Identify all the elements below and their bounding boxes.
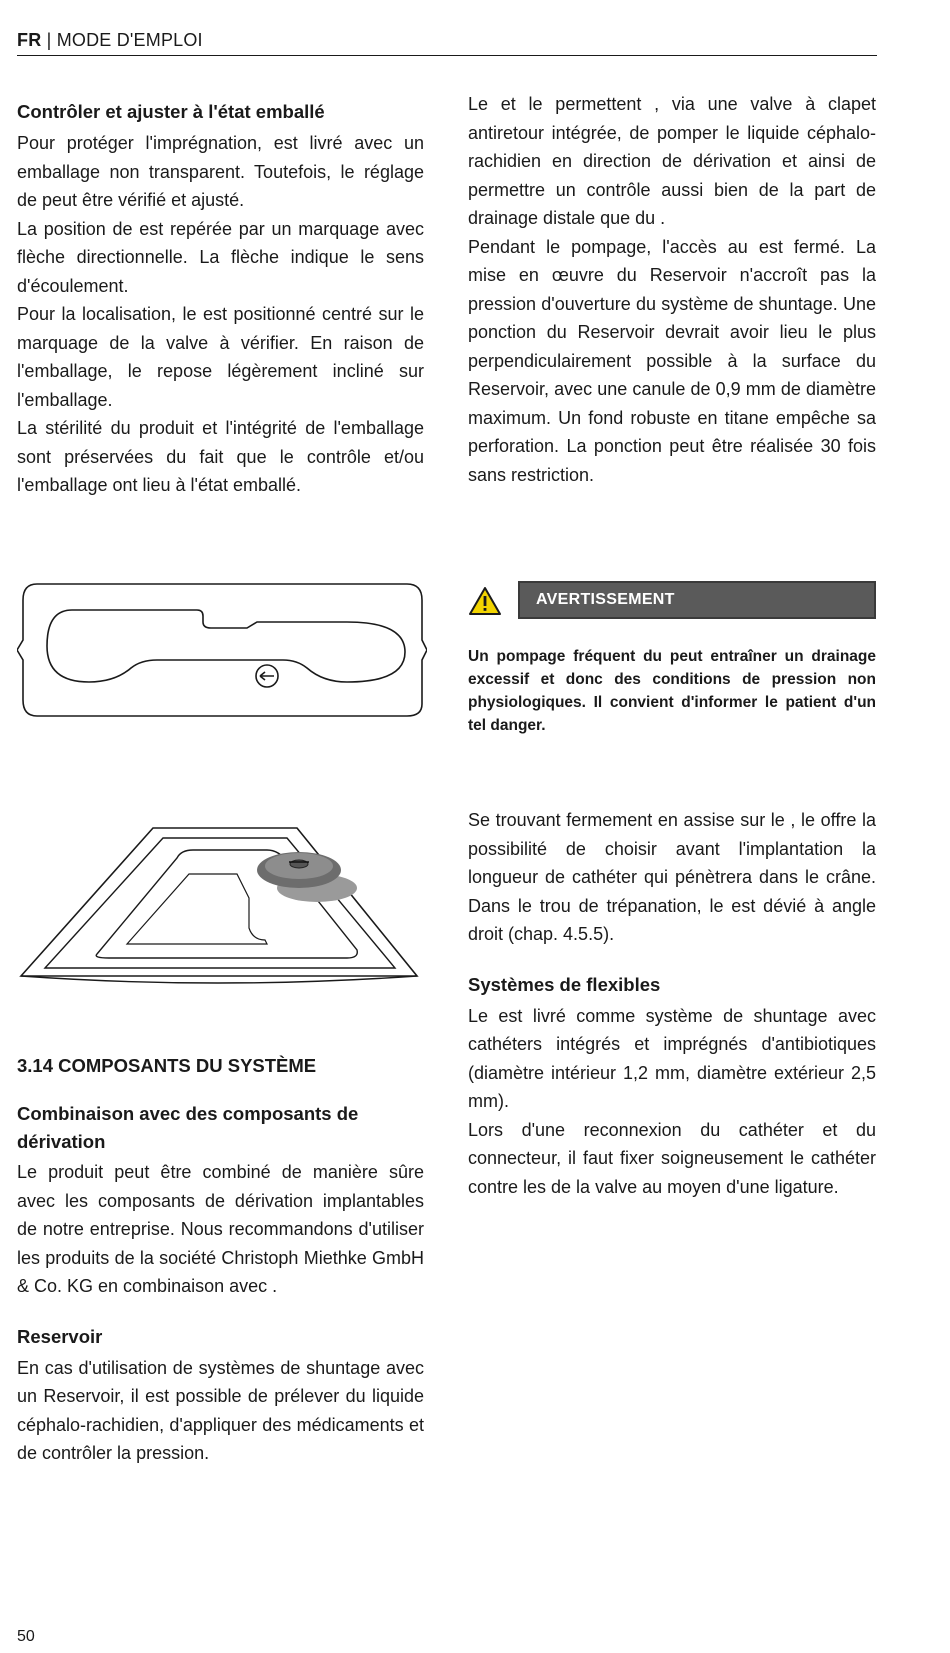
- warning-triangle-icon: [468, 586, 502, 616]
- paragraph-combination: Le produit peut être combiné de manière sûre avec les composants de dérivation implantables de notre entreprise. Nous recommandons d'utiliser les produits de la société Christoph Miethke GmbH & Co. KG en combinaison avec .: [17, 1162, 424, 1296]
- paragraph-protect: Pour protéger l'imprégnation, est livré avec un emballage non transparent. Toutefois, le réglage de peut être vérifié et ajusté.: [17, 133, 424, 210]
- left-column-top: [17, 98, 424, 500]
- page-header: [17, 30, 877, 56]
- subsection-title-tubing: Systèmes de flexibles: [468, 973, 661, 995]
- header-lang: FR: [17, 30, 42, 50]
- warning-text: Un pompage fréquent du peut entraîner un drainage excessif et donc des conditions de pression non physiologiques. Il convient d'informer le patient d'un tel danger.: [468, 648, 876, 734]
- page-number: 50: [17, 1628, 35, 1645]
- paragraph-reconnection: Lors d'une reconnexion du cathéter et du connecteur, il faut fixer soigneusement le cathéter contre les de la valve au moyen d'une ligature.: [468, 1119, 876, 1197]
- paragraph-localisation: Pour la localisation, le est positionné centré sur le marquage de la valve à vérifier. En raison de l'emballage, le repose légèrement incliné sur l'emballage.: [17, 304, 424, 410]
- paragraph-sterility: La stérilité du produit et l'intégrité de l'emballage sont préservées du fait que le contrôle et/ou l'emballage ont lieu à l'état emballé.: [17, 418, 424, 495]
- warning-row: [468, 581, 878, 621]
- paragraph-pumping-intro: Le et le permettent , via une valve à clapet antiretour intégrée, de pomper le liquide céphalo-rachidien en direction de dérivation et ainsi de permettre un contrôle aussi bien de la part de drainage distale que du .: [468, 94, 876, 228]
- section-title-check: Contrôler et ajuster à l'état emballé: [17, 101, 325, 122]
- paragraph-pumping: Pendant le pompage, l'accès au est fermé. La mise en œuvre du Reservoir n'accroît pas la pression d'ouverture du système de shuntage. Une ponction du Reservoir devrait avoir lieu le plus perpendiculairement possible à la surface du Reservoir, avec une canule de 0,9 mm de diamètre maximum. Un fond robuste en titane empêche sa perforation. La ponction peut être réalisée 30 fois sans restriction.: [468, 236, 876, 485]
- section-heading-components: 3.14 COMPOSANTS DU SYSTÈME: [17, 1055, 317, 1076]
- valve-in-packaging-figure: [17, 818, 427, 988]
- paragraph-reservoir: En cas d'utilisation de systèmes de shuntage avec un Reservoir, il est possible de prélever du liquide céphalo-rachidien, d'appliquer des médicaments et de contrôler la pression.: [17, 1357, 424, 1463]
- paragraph-position: La position de est repérée par un marquage avec flèche directionnelle. La flèche indique le sens d'écoulement.: [17, 218, 424, 296]
- subsection-title-reservoir: Reservoir: [17, 1325, 103, 1347]
- header-separator: |: [46, 30, 52, 50]
- left-column-bottom: [17, 1052, 424, 1468]
- header-title: MODE D'EMPLOI: [56, 30, 203, 50]
- paragraph-catheter-length: Se trouvant fermement en assise sur le , le offre la possibilité de choisir avant l'implantation la longueur de cathéter qui pénètrera dans le crâne. Dans le trou de trépanation, le est dévié à angle droit (chap. 4.5.5).: [468, 810, 876, 944]
- right-column-top: [468, 90, 876, 489]
- warning-banner: AVERTISSEMENT: [518, 581, 876, 619]
- paragraph-tubing-system: Le est livré comme système de shuntage avec cathéters intégrés et imprégnés d'antibiotiques (diamètre intérieur 1,2 mm, diamètre extérieur 2,5 mm).: [468, 1005, 876, 1111]
- packaging-outline-figure: [17, 580, 427, 720]
- right-column-bottom: [468, 806, 876, 1201]
- subsection-title-combination: Combinaison avec des composants de dérivation: [17, 1103, 359, 1152]
